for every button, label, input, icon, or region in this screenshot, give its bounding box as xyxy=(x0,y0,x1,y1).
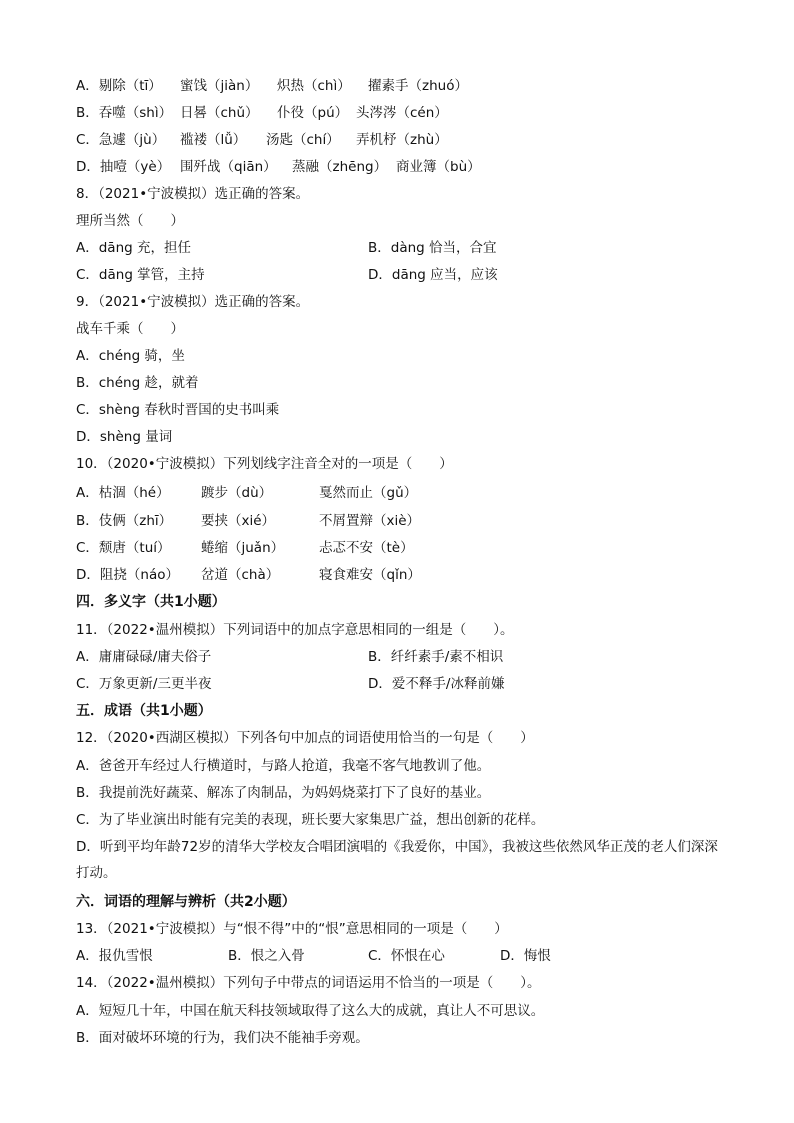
q14-option-a: A．短短几十年，中国在航天科技领域取得了这么大的成就，真让人不可思议。 xyxy=(76,1003,545,1019)
option-text: C．dāng 掌管，主持 xyxy=(76,267,205,283)
option-text: 汤匙（chí） xyxy=(266,132,340,148)
q14-option-b: B．面对破坏环境的行为，我们决不能袖手旁观。 xyxy=(76,1030,369,1046)
option-text: C．急遽（jù） xyxy=(76,132,166,148)
option-text: 岔道（chà） xyxy=(201,567,280,583)
q12-option-b: B．我提前洗好蔬菜、解冻了肉制品，为妈妈烧菜打下了良好的基业。 xyxy=(76,785,491,801)
q13-stem: 13．（2021•宁波模拟）与“恨不得”中的“恨”意思相同的一项是（ ） xyxy=(76,921,508,937)
option-text: 忐忑不安（tè） xyxy=(319,540,414,556)
option-text: B．吞噬（shì） xyxy=(76,105,173,121)
q9-option-b: B．chéng 趁，就着 xyxy=(76,375,199,391)
option-text: B．dàng 恰当，合宜 xyxy=(368,240,497,256)
option-text: A．剔除（tī） xyxy=(76,78,162,94)
option-text: D．爱不释手/冰释前嫌 xyxy=(368,676,505,692)
option-text: 褴褛（lǚ） xyxy=(180,132,247,148)
q9-option-a: A．chéng 骑，坐 xyxy=(76,348,185,364)
q12-stem: 12．（2020•西湖区模拟）下列各句中加点的词语使用恰当的一句是（ ） xyxy=(76,730,534,746)
q10-stem: 10．（2020•宁波模拟）下列划线字注音全对的一项是（ ） xyxy=(76,456,453,472)
option-text: 商业簿（bù） xyxy=(396,159,481,175)
option-text: 蜜饯（jiàn） xyxy=(180,78,259,94)
option-text: B．恨之入骨 xyxy=(228,948,305,964)
q8-stem: 8．（2021•宁波模拟）选正确的答案。 xyxy=(76,186,310,202)
option-text: D．悔恨 xyxy=(500,948,551,964)
option-text: 寝食难安（qǐn） xyxy=(319,567,421,583)
option-text: D．阻挠（náo） xyxy=(76,567,179,583)
option-text: C．万象更新/三更半夜 xyxy=(76,676,212,692)
option-text: 戛然而止（gǔ） xyxy=(319,485,418,501)
q9-option-d: D．shèng 量词 xyxy=(76,429,173,445)
option-text: 围歼战（qiān） xyxy=(180,159,277,175)
option-text: 炽热（chì） xyxy=(277,78,351,94)
option-text: 擢素手（zhuó） xyxy=(368,78,468,94)
option-text: A．枯涸（hé） xyxy=(76,485,170,501)
section-heading: 五．成语（共1小题） xyxy=(76,703,212,719)
section-heading: 六．词语的理解与辨析（共2小题） xyxy=(76,894,296,910)
option-text: A．庸庸碌碌/庸夫俗子 xyxy=(76,649,212,665)
q11-stem: 11．（2022•温州模拟）下列词语中的加点字意思相同的一组是（ ）。 xyxy=(76,622,514,638)
option-text: 日晷（chǔ） xyxy=(180,105,259,121)
option-text: D．抽噎（yè） xyxy=(76,159,171,175)
option-text: A．dāng 充，担任 xyxy=(76,240,191,256)
option-text: 蒸融（zhēng） xyxy=(292,159,388,175)
option-text: 蜷缩（juǎn） xyxy=(201,540,285,556)
section-heading: 四．多义字（共1小题） xyxy=(76,594,226,610)
option-text: B．纤纤素手/素不相识 xyxy=(368,649,504,665)
option-text: 要挟（xié） xyxy=(201,513,276,529)
option-text: 弄机杼（zhù） xyxy=(356,132,448,148)
option-text: C．怀恨在心 xyxy=(368,948,445,964)
q12-option-c: C．为了毕业演出时能有完美的表现，班长要大家集思广益，想出创新的花样。 xyxy=(76,812,545,828)
option-text: 头涔涔（cén） xyxy=(356,105,448,121)
option-text: D．dāng 应当，应该 xyxy=(368,267,498,283)
q12-option-a: A．爸爸开车经过人行横道时，与路人抢道，我毫不客气地教训了他。 xyxy=(76,758,491,774)
q8-word: 理所当然（ ） xyxy=(76,213,184,229)
q9-word: 战车千乘（ ） xyxy=(76,321,184,337)
q9-option-c: C．shèng 春秋时晋国的史书叫乘 xyxy=(76,402,280,418)
option-text: 仆役（pú） xyxy=(277,105,349,121)
q12-option-d: D．听到平均年龄72岁的清华大学校友合唱团演唱的《我爱你，中国》，我被这些依然风华正茂的老人们深深打动。 xyxy=(76,839,718,881)
option-text: 踱步（dù） xyxy=(201,485,273,501)
q14-stem: 14．（2022•温州模拟）下列句子中带点的词语运用不恰当的一项是（ ）。 xyxy=(76,975,541,991)
q9-stem: 9．（2021•宁波模拟）选正确的答案。 xyxy=(76,294,310,310)
option-text: 不屑置辩（xiè） xyxy=(319,513,421,529)
option-text: B．伎俩（zhī） xyxy=(76,513,173,529)
option-text: C．颓唐（tuí） xyxy=(76,540,171,556)
option-text: A．报仇雪恨 xyxy=(76,948,153,964)
